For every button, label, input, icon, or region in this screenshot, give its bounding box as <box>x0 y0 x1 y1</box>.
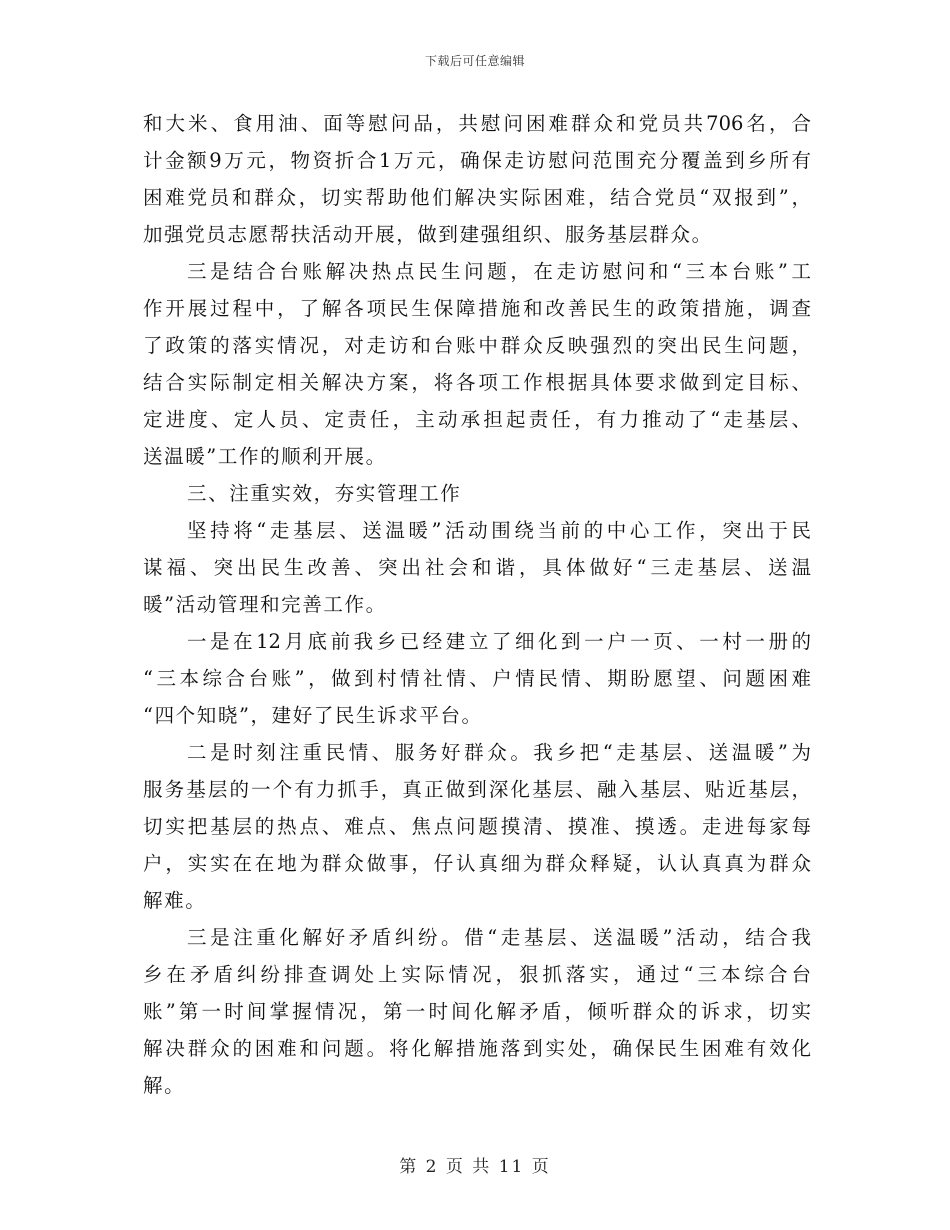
text-line: 服务基层的一个有力抓手，真正做到深化基层、融入基层、贴近基层， <box>143 778 811 801</box>
text-line: 困难党员和群众，切实帮助他们解决实际困难，结合党员“双报到”， <box>143 186 811 209</box>
text-line: “四个知晓”，建好了民生诉求平台。 <box>143 704 483 727</box>
text-line: 二是时刻注重民情、服务好群众。我乡把“走基层、送温暖”为 <box>187 741 811 764</box>
text-line: 三是结合台账解决热点民生问题，在走访慰问和“三本台账”工 <box>187 260 811 283</box>
text-line: 坚持将“走基层、送温暖”活动围绕当前的中心工作，突出于民 <box>187 519 811 542</box>
text-line: 乡在矛盾纠纷排查调处上实际情况，狠抓落实，通过“三本综合台 <box>143 963 811 986</box>
text-line: 三是注重化解好矛盾纠纷。借“走基层、送温暖”活动，结合我 <box>187 926 811 949</box>
text-line: 了政策的落实情况，对走访和台账中群众反映强烈的突出民生问题， <box>143 334 811 357</box>
page-header: 下载后可任意编辑 <box>424 54 525 68</box>
text-line: “三本综合台账”，做到村情社情、户情民情、期盼愿望、问题困难 <box>143 667 811 690</box>
text-line: 暖”活动管理和完善工作。 <box>143 593 387 616</box>
text-line: 和大米、食用油、面等慰问品，共慰问困难群众和党员共706名，合 <box>143 112 811 135</box>
text-line: 解。 <box>143 1074 186 1097</box>
text-line: 结合实际制定相关解决方案，将各项工作根据具体要求做到定目标、 <box>143 371 811 394</box>
section-heading: 三、注重实效，夯实管理工作 <box>187 482 462 505</box>
text-line: 送温暖”工作的顺利开展。 <box>143 445 387 468</box>
text-line: 切实把基层的热点、难点、焦点问题摸清、摸准、摸透。走进每家每 <box>143 815 811 838</box>
text-line: 定进度、定人员、定责任，主动承担起责任，有力推动了“走基层、 <box>143 408 811 431</box>
text-line: 账”第一时间掌握情况，第一时间化解矛盾，倾听群众的诉求，切实 <box>143 1000 811 1023</box>
text-line: 计金额9万元，物资折合1万元，确保走访慰问范围充分覆盖到乡所有 <box>143 149 811 172</box>
text-line: 谋福、突出民生改善、突出社会和谐，具体做好“三走基层、送温 <box>143 556 811 579</box>
text-line: 作开展过程中，了解各项民生保障措施和改善民生的政策措施，调查 <box>143 297 811 320</box>
text-line: 户，实实在在地为群众做事，仔认真细为群众释疑，认认真真为群众 <box>143 852 811 875</box>
text-line: 解决群众的困难和问题。将化解措施落到实处，确保民生困难有效化 <box>143 1037 811 1060</box>
text-line: 一是在12月底前我乡已经建立了细化到一户一页、一村一册的 <box>187 630 811 653</box>
document-body <box>143 105 811 1104</box>
page-footer: 第 2 页 共 11 页 <box>399 1157 551 1177</box>
text-line: 解难。 <box>143 889 207 912</box>
text-line: 加强党员志愿帮扶活动开展，做到建强组织、服务基层群众。 <box>143 223 713 246</box>
